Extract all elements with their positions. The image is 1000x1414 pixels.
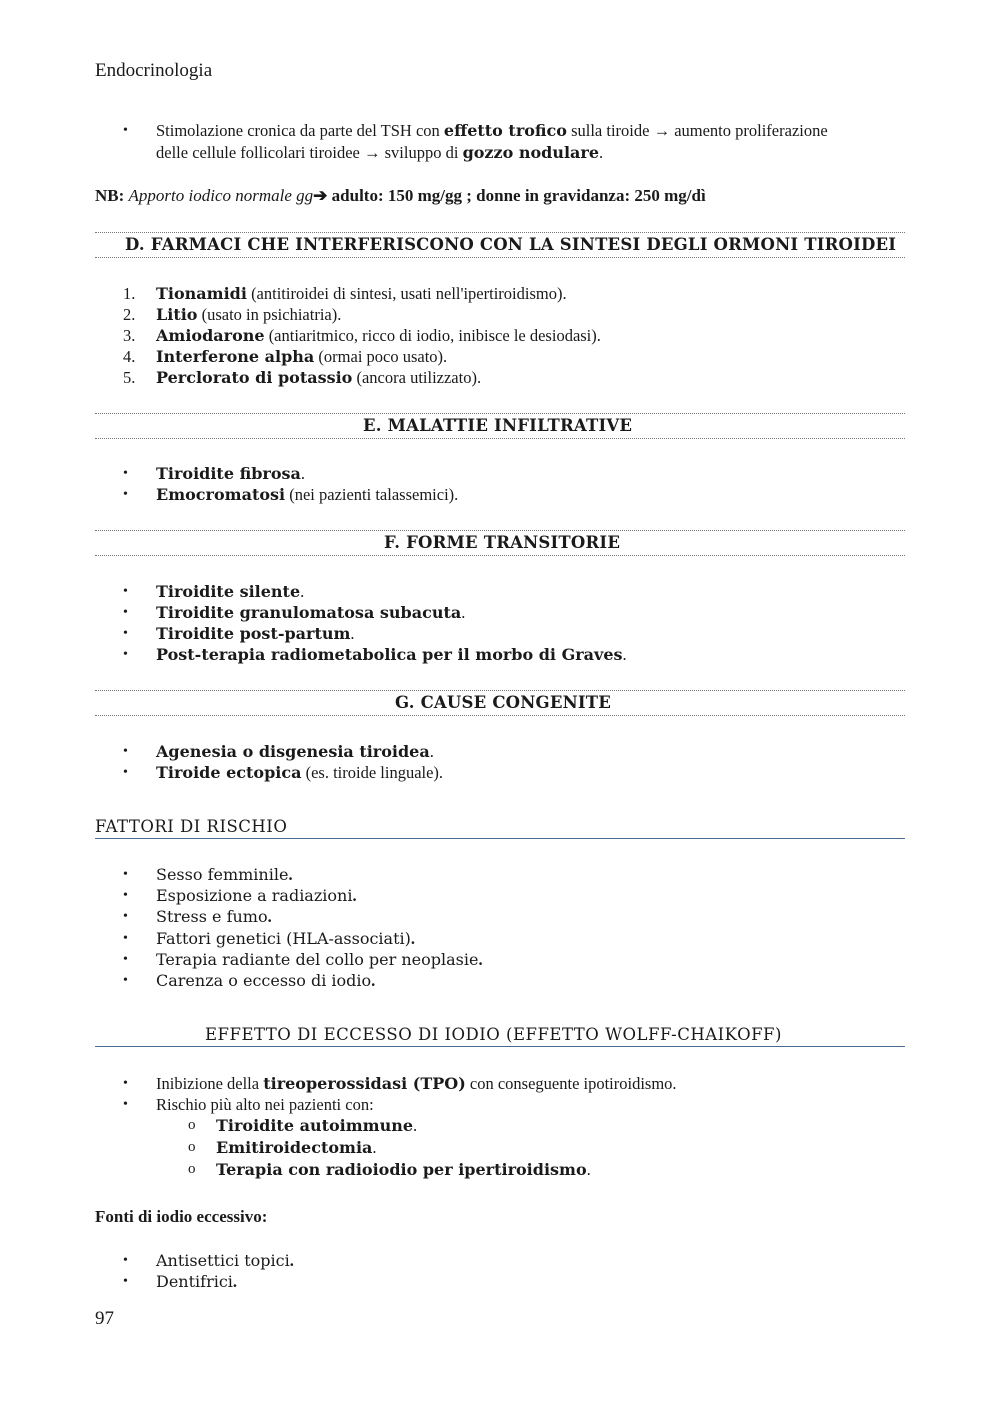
intro-bold: gozzo nodulare xyxy=(462,143,600,162)
intro-text: . xyxy=(599,143,604,162)
wolff-chaikoff-heading: EFFETTO DI ECCESSO DI IODIO (EFFETTO WOLFF-CHAIKOFF) xyxy=(205,1025,782,1044)
section-g-heading-box xyxy=(95,690,905,716)
list-item-text: . xyxy=(300,582,305,601)
section-f-heading-box xyxy=(95,530,905,556)
list-item-text: Rischio più alto nei pazienti con: xyxy=(156,1095,374,1114)
list-item-text: (antitiroidei di sintesi, usati nell'ipertiroidismo). xyxy=(246,284,567,303)
list-item-bold: Interferone alpha xyxy=(156,347,315,366)
section-e-heading-box xyxy=(95,413,905,439)
list-item-text: (ormai poco usato). xyxy=(314,347,448,366)
list-item-bold: Terapia con radioiodio per ipertiroidismo xyxy=(216,1160,587,1179)
list-item-punct: . xyxy=(478,950,483,969)
risk-factors-heading: FATTORI DI RISCHIO xyxy=(95,817,288,836)
list-number: 5. xyxy=(123,368,136,387)
list-item-text: . xyxy=(622,645,627,664)
list-item-text: Terapia radiante del collo per neoplasie xyxy=(156,950,479,969)
list-item-bold: Tiroidite silente xyxy=(156,582,301,601)
list-item-bold: Post-terapia radiometabolica per il morbo di Graves xyxy=(156,645,623,664)
arrow-icon: ➔ xyxy=(313,186,328,205)
list-item-text: con conseguente ipotiroidismo. xyxy=(465,1074,677,1093)
list-item-text: (antiaritmico, ricco di iodio, inibisce le desiodasi). xyxy=(264,326,601,345)
bullet-icon: • xyxy=(123,605,128,620)
bullet-icon: • xyxy=(123,466,128,481)
list-item-text: Esposizione a radiazioni xyxy=(156,886,353,905)
bullet-icon: • xyxy=(123,765,128,780)
list-item-text: Sesso femminile xyxy=(156,865,289,884)
list-item-text: (usato in psichiatria). xyxy=(197,305,342,324)
list-item-bold: Amiodarone xyxy=(156,326,265,345)
circle-bullet-icon: o xyxy=(188,1117,196,1133)
list-number: 2. xyxy=(123,305,136,324)
list-item-bold: Emocromatosi xyxy=(156,485,286,504)
section-e-title: E. MALATTIE INFILTRATIVE xyxy=(363,416,633,435)
heading-rule xyxy=(95,1046,905,1047)
list-item-bold: Emitiroidectomia xyxy=(216,1138,373,1157)
arrow-icon: → xyxy=(364,143,381,162)
intro-line-1 xyxy=(156,120,828,141)
list-item-text: Dentifrici xyxy=(156,1272,233,1291)
list-item-punct: . xyxy=(288,865,293,884)
list-item-bold: Tiroidite fibrosa xyxy=(156,464,301,483)
list-number: 3. xyxy=(123,326,136,345)
list-item-bold: Tiroidite autoimmune xyxy=(216,1116,414,1135)
list-item-text: Inibizione della xyxy=(156,1074,264,1093)
section-d-title: D. FARMACI CHE INTERFERISCONO CON LA SINTESI DEGLI ORMONI TIROIDEI xyxy=(125,235,897,254)
bullet-icon: • xyxy=(123,584,128,599)
circle-bullet-icon: o xyxy=(188,1161,196,1177)
bullet-icon: • xyxy=(123,744,128,759)
list-item-text: (es. tiroide linguale). xyxy=(301,763,444,782)
running-header: Endocrinologia xyxy=(95,60,213,81)
list-item-text: Carenza o eccesso di iodio xyxy=(156,971,372,990)
list-item-text: . xyxy=(413,1116,418,1135)
list-item-punct: . xyxy=(371,971,376,990)
bullet-icon: • xyxy=(123,487,128,502)
list-item-bold: Tiroidite granulomatosa subacuta xyxy=(156,603,462,622)
list-item-punct: . xyxy=(267,907,272,926)
bullet-icon: • xyxy=(123,1253,128,1268)
list-item-text: . xyxy=(372,1138,377,1157)
list-item-bold: Tionamidi xyxy=(156,284,247,303)
intro-text: sviluppo di xyxy=(380,143,463,162)
bullet-icon: • xyxy=(123,626,128,641)
list-item-text: Stress e fumo xyxy=(156,907,268,926)
list-item-bold: Tiroide ectopica xyxy=(156,763,302,782)
list-number: 4. xyxy=(123,347,136,366)
list-item-bold: Tiroidite post-partum xyxy=(156,624,351,643)
list-item-text: . xyxy=(300,464,305,483)
nb-text: adulto: 150 mg/gg ; donne in gravidanza: 250 mg/dì xyxy=(327,186,706,205)
section-f-title: F. FORME TRANSITORIE xyxy=(384,533,621,552)
list-item-punct: . xyxy=(352,886,357,905)
list-number: 1. xyxy=(123,284,136,303)
bullet-icon: • xyxy=(123,123,128,138)
intro-text: delle cellule follicolari tiroidee xyxy=(156,143,364,162)
list-item-bold: tireoperossidasi (TPO) xyxy=(263,1074,466,1093)
bullet-icon: • xyxy=(123,952,128,967)
bullet-icon: • xyxy=(123,931,128,946)
list-item-text: (ancora utilizzato). xyxy=(352,368,482,387)
iodine-sources-heading: Fonti di iodio eccessivo: xyxy=(95,1207,268,1226)
list-item-text: Fattori genetici (HLA-associati) xyxy=(156,929,411,948)
intro-bold: effetto trofico xyxy=(443,121,567,140)
nb-note xyxy=(95,185,706,206)
list-item-bold: Litio xyxy=(156,305,198,324)
list-item-bold: Perclorato di potassio xyxy=(156,368,353,387)
list-item-text: (nei pazienti talassemici). xyxy=(285,485,459,504)
list-item-text: . xyxy=(429,742,434,761)
list-item-text: . xyxy=(350,624,355,643)
intro-text: sulla tiroide → aumento proliferazione xyxy=(566,121,828,140)
heading-rule xyxy=(95,838,905,839)
list-item-text: . xyxy=(461,603,466,622)
list-item-text: . xyxy=(586,1160,591,1179)
section-g-title: G. CAUSE CONGENITE xyxy=(395,693,612,712)
list-item-punct: . xyxy=(232,1272,238,1291)
bullet-icon: • xyxy=(123,1097,128,1112)
intro-text: Stimolazione cronica da parte del TSH con xyxy=(156,121,444,140)
bullet-icon: • xyxy=(123,647,128,662)
bullet-icon: • xyxy=(123,909,128,924)
page-number: 97 xyxy=(95,1308,114,1329)
circle-bullet-icon: o xyxy=(188,1139,196,1155)
list-item-bold: Agenesia o disgenesia tiroidea xyxy=(156,742,430,761)
list-item-punct: . xyxy=(289,1251,294,1270)
bullet-icon: • xyxy=(123,1076,128,1091)
list-item-punct: . xyxy=(410,929,415,948)
bullet-icon: • xyxy=(123,867,128,882)
bullet-icon: • xyxy=(123,973,128,988)
intro-line-2 xyxy=(156,142,603,163)
section-d-heading-box xyxy=(95,232,905,258)
bullet-icon: • xyxy=(123,1274,128,1289)
list-item-text: Antisettici topici xyxy=(156,1251,290,1270)
bullet-icon: • xyxy=(123,888,128,903)
nb-label: NB: xyxy=(95,186,129,205)
nb-italic-text: Apporto iodico normale gg xyxy=(128,186,314,205)
